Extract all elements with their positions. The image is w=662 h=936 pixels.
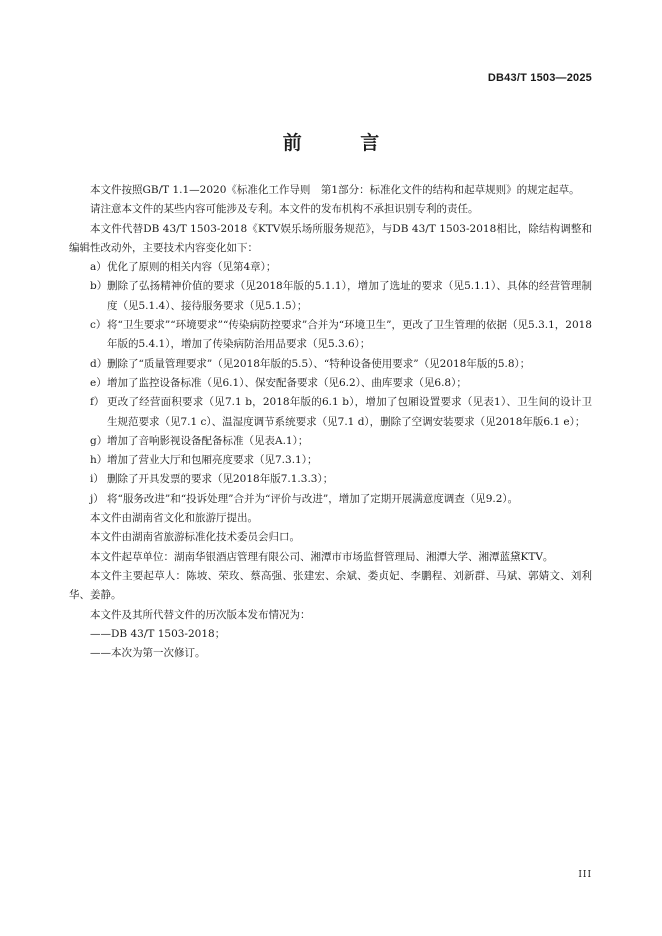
document-code: DB43/T 1503—2025 [487,72,592,84]
paragraph-replacement: 本文件代替DB 43/T 1503-2018《KTV娱乐场所服务规范》，与DB 43/T 1503-2018相比，除结构调整和编辑性改动外，主要技术内容变化如下： [69,222,592,254]
list-item [69,470,592,489]
list-item-text: 优化了原则的相关内容（见第4章）； [107,261,277,274]
changes-list [69,258,592,509]
paragraph-drafting-basis: 本文件按照GB/T 1.1—2020《标准化工作导则 第1部分：标准化文件的结构和起草规则》的规定起草。 [90,184,580,196]
list-item [69,355,592,374]
list-item-text: 删除了开具发票的要求（见2018年版7.1.3.3）； [107,473,334,486]
list-item [69,451,592,470]
list-item-text: 删除了“质量管理要求”（见2018年版的5.5）、“特种设备使用要求”（见2018年版的5.8）； [107,357,531,370]
list-item [69,374,592,393]
list-marker: j） [90,492,104,505]
paragraph-patent-notice: 请注意本文件的某些内容可能涉及专利。本文件的发布机构不承担识别专利的责任。 [90,203,479,216]
list-marker: h） [90,454,108,467]
list-item-text: 增加了营业大厅和包厢亮度要求（见7.3.1）； [107,454,318,467]
foreword-body [69,181,592,663]
paragraph-proposer: 本文件由湖南省文化和旅游厅提出。 [90,512,258,525]
list-item [69,490,592,509]
list-item [69,277,592,316]
page-number: III [578,870,592,880]
list-item-text: 增加了监控设备标准（见6.1）、保安配备要求（见6.2）、曲库要求（见6.8）； [107,376,467,389]
paragraph-drafting-units: 本文件起草单位：湖南华银酒店管理有限公司、湘潭市市场监督管理局、湘潭大学、湘潭蓝黛KTV。 [90,550,554,563]
list-item [69,316,592,355]
list-marker: b） [90,280,108,293]
version-history-item: ——DB 43/T 1503-2018； [90,627,226,640]
list-item-text: 删除了弘扬精神价值的要求（见2018年版的5.1.1），增加了选址的要求（见5.1.1）、具体的经营管理制度（见5.1.4）、接待服务要求（见5.1.5）； [107,280,592,312]
list-marker: g） [90,434,108,447]
paragraph-drafters: 本文件主要起草人：陈坡、荣玫、蔡高强、张建宏、余斌、娄贞妃、李鹏程、刘新群、马斌、郭婧文、刘利华、姜静。 [69,569,592,602]
page-title: 前 言 [282,132,406,154]
list-item-text: 将“卫生要求”“环境要求”“传染病防控要求”合并为“环境卫生”，更改了卫生管理的依据（见5.3.1，2018年版的5.4.1），增加了传染病防治用品要求（见5.3.6）； [107,319,592,351]
list-item [69,393,592,432]
list-item [69,258,592,277]
list-item-text: 增加了音响影视设备配备标准（见表A.1）； [107,434,309,447]
list-marker: i） [90,473,104,486]
paragraph-committee: 本文件由湖南省旅游标准化技术委员会归口。 [90,531,300,544]
list-marker: d） [90,357,108,370]
list-item-text: 将“服务改进”和“投诉处理”合并为“评价与改进”，增加了定期开展满意度调查（见9.2）。 [107,492,519,505]
list-marker: a） [90,261,107,274]
list-marker: c） [90,319,107,332]
paragraph-version-history: 本文件及其所代替文件的历次版本发布情况为： [90,608,311,621]
list-item-text: 更改了经营面积要求（见7.1 b，2018年版的6.1 b），增加了包厢设置要求（见表1）、卫生间的设计卫生规范要求（见7.1 c）、温湿度调节系统要求（见7.1 d），删除了空调安装要求（见2018年版6.1 e）； [107,396,592,428]
list-marker: e） [90,376,107,389]
list-item [69,432,592,451]
list-marker: f） [90,396,105,409]
version-history-item: ——本次为第一次修订。 [90,647,206,660]
